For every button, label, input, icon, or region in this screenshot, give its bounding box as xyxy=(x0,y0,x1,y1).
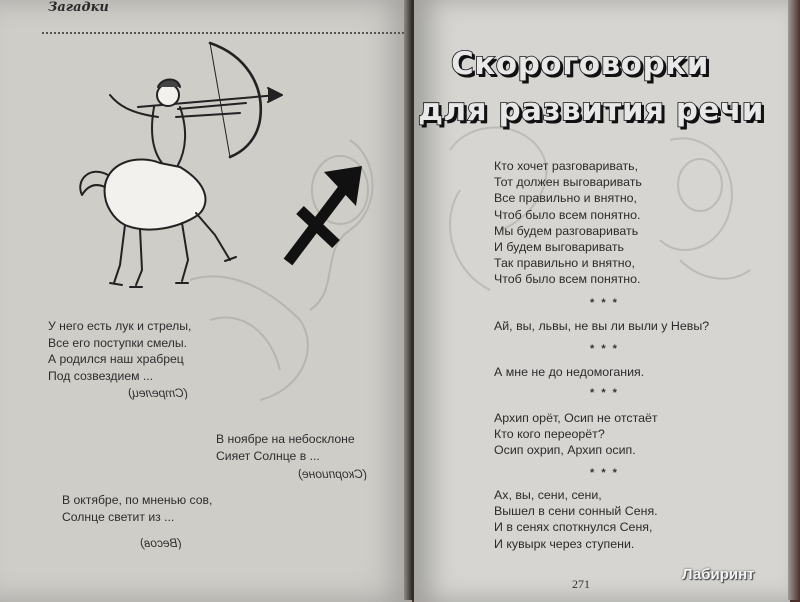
separator: * * * xyxy=(590,467,619,479)
riddle-line: В ноябре на небосклоне xyxy=(216,432,355,446)
riddle-line: Все его поступки смелы. xyxy=(48,335,188,350)
verse-stanza-2 xyxy=(494,318,709,334)
verse-line: И в сенях споткнулся Сеня, xyxy=(494,520,653,535)
running-head: Загадки xyxy=(48,0,109,15)
verse-line: Чтоб было всем понятно. xyxy=(494,207,641,222)
sagittarius-symbol-icon xyxy=(278,162,368,272)
verse-line: Так правильно и внятно, xyxy=(494,256,635,271)
riddle-answer: (Весов) xyxy=(140,536,182,550)
verse-line: И будем выговаривать xyxy=(494,240,625,255)
riddle-line: В октябре, по мненью сов, xyxy=(62,493,213,507)
verse-line: Кто хочет разговаривать, xyxy=(494,159,639,173)
riddle-line: У него есть лук и стрелы, xyxy=(48,319,192,333)
separator: * * * xyxy=(590,297,619,309)
verse-stanza-1 xyxy=(494,158,642,288)
verse-line: Тот должен выговаривать xyxy=(494,175,642,190)
verse-line: Чтоб было всем понятно. xyxy=(494,272,641,287)
verse-line: Осип охрип, Архип осип. xyxy=(494,443,636,458)
centaur-archer-illustration xyxy=(70,35,300,315)
verse-line: Ах, вы, сени, сени, xyxy=(494,488,602,502)
riddle-answer: (Скорпионе) xyxy=(298,467,367,481)
riddle-line: Сияет Солнце в ... xyxy=(216,448,320,463)
riddle-line: Под созвездием ... xyxy=(48,368,154,383)
verse-line: И кувырк через ступени. xyxy=(494,536,635,551)
riddle-answer: (Стрелец) xyxy=(128,386,188,400)
verse-line: А мне не до недомогания. xyxy=(494,365,645,379)
dotted-divider xyxy=(42,32,404,34)
page-title-line-1: Скороговорки xyxy=(451,46,709,82)
verse-stanza-3 xyxy=(494,364,644,380)
verse-line: Мы будем разговаривать xyxy=(494,223,639,238)
page-edge xyxy=(788,0,800,600)
riddle-sagittarius xyxy=(48,318,191,384)
separator: * * * xyxy=(590,387,619,399)
verse-line: Ай, вы, львы, не вы ли выли у Невы? xyxy=(494,319,710,333)
riddle-libra xyxy=(62,492,212,525)
verse-line: Кто кого переорёт? xyxy=(494,427,605,442)
page-title-line-2: для развития речи xyxy=(418,92,765,128)
verse-line: Вышел в сени сонный Сеня. xyxy=(494,504,658,519)
riddle-line: А родился наш храбрец xyxy=(48,352,184,366)
riddle-scorpio xyxy=(216,431,355,464)
verse-line: Все правильно и внятно, xyxy=(494,191,638,206)
separator: * * * xyxy=(590,343,619,355)
watermark: Лабиринт xyxy=(682,566,755,583)
verse-stanza-4 xyxy=(494,410,658,459)
page-number: 271 xyxy=(572,577,590,591)
riddle-line: Солнце светит из ... xyxy=(62,509,175,524)
verse-line: Архип орёт, Осип не отстаёт xyxy=(494,411,658,425)
verse-stanza-5 xyxy=(494,487,658,552)
